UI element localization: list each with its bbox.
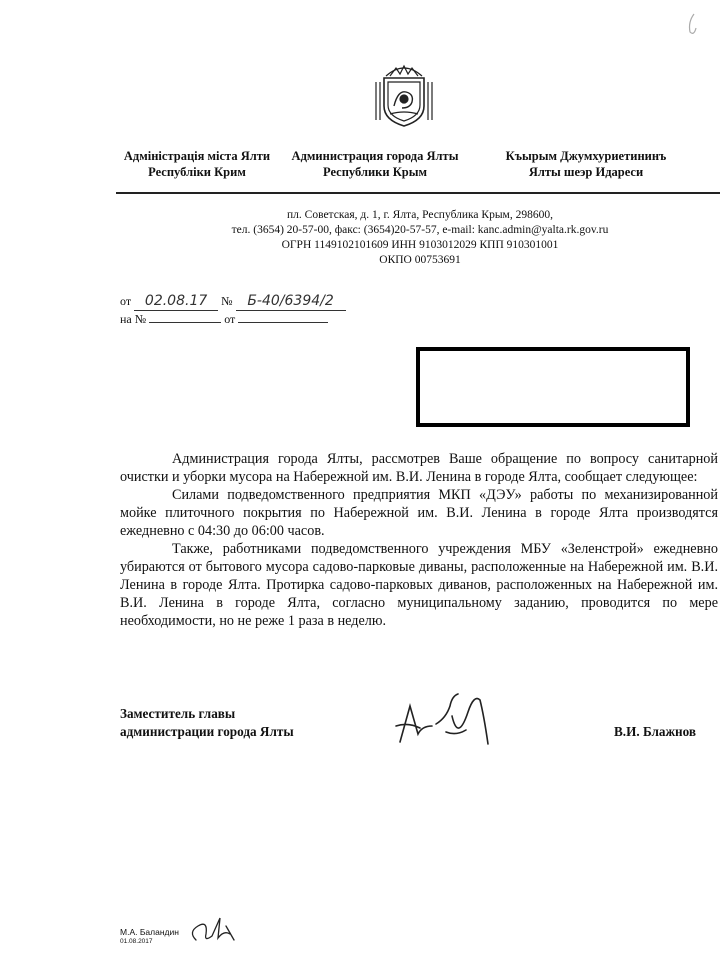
header-crt-line1: Къырым Джумхуриетининъ	[505, 149, 667, 163]
contact-phone-email: тел. (3654) 20-57-00, факс: (3654)20-57-57, e-mail: kanc.admin@yalta.rk.gov.ru	[231, 224, 609, 236]
ref-from-label: от	[120, 294, 132, 308]
reply-number-label: на №	[120, 312, 147, 326]
header-rus-line1: Администрация города Ялты	[291, 149, 459, 163]
coat-of-arms-emblem	[372, 62, 436, 128]
header-russian	[290, 148, 460, 180]
contact-block	[200, 208, 640, 268]
executor-signature	[186, 912, 246, 946]
signatory-title-line1: Заместитель главы	[120, 706, 236, 721]
signatory-title-line2: администрации города Ялты	[120, 724, 294, 739]
reply-date-line	[238, 310, 328, 323]
ref-number: Б-40/6394/2	[236, 292, 346, 311]
header-crimean-tatar	[496, 148, 676, 180]
header-ukr-line1: Адміністрація міста Ялти	[123, 149, 271, 163]
outgoing-reference	[120, 292, 380, 311]
header-ukr-line2: Республіки Крим	[148, 165, 246, 179]
header-divider	[116, 192, 720, 194]
letter-body	[120, 450, 718, 630]
executor-name: М.А. Баландин	[120, 927, 179, 937]
reply-reference	[120, 310, 380, 328]
header-rus-line2: Республики Крым	[323, 165, 427, 179]
reply-from-label: от	[224, 312, 236, 326]
contact-registration: ОГРН 1149102101609 ИНН 9103012029 КПП 910301001	[281, 239, 559, 251]
body-paragraph-1: Администрация города Ялты, рассмотрев Ваше обращение по вопросу санитарной очистки и уборки мусора на Набережной им. В.И. Ленина в городе Ялта, сообщает следующее:	[120, 451, 718, 485]
ref-number-label: №	[221, 294, 233, 308]
header-ukrainian	[114, 148, 280, 180]
contact-okpo: ОКПО 00753691	[379, 254, 461, 266]
signatory-name: В.И. Блажнов	[614, 724, 697, 739]
reply-number-line	[149, 310, 221, 323]
header-crt-line2: Ялты шеэр Идареси	[528, 165, 644, 179]
corner-pencil-mark	[684, 10, 702, 38]
body-paragraph-2: Силами подведомственного предприятия МКП «ДЭУ» работы по механизированной мойке плиточного покрытия по Набережной им. В.И. Ленина в городе Ялта производятся ежедневно с 04:30 до 06:00 часов.	[120, 487, 718, 539]
contact-address: пл. Советская, д. 1, г. Ялта, Республика Крым, 298600,	[287, 209, 553, 221]
ref-date: 02.08.17	[134, 292, 218, 311]
body-paragraph-3: Также, работниками подведомственного учреждения МБУ «Зеленстрой» ежедневно убираются от бытового мусора садово-парковые диваны, расположенные на Набережной им. В.И. Ленина в городе Ялта. Протирка садово-парковых диванов, расположенных на Набережной им. В.И. Ленина в городе Ялта, согласно муниципальному заданию, проводится по мере необходимости, но не реже 1 раза в неделю.	[120, 541, 718, 629]
handwritten-signature	[388, 686, 500, 748]
signatory-title	[120, 705, 360, 741]
redacted-addressee-box	[416, 347, 690, 427]
executor-date: 01.08.2017	[120, 938, 153, 945]
